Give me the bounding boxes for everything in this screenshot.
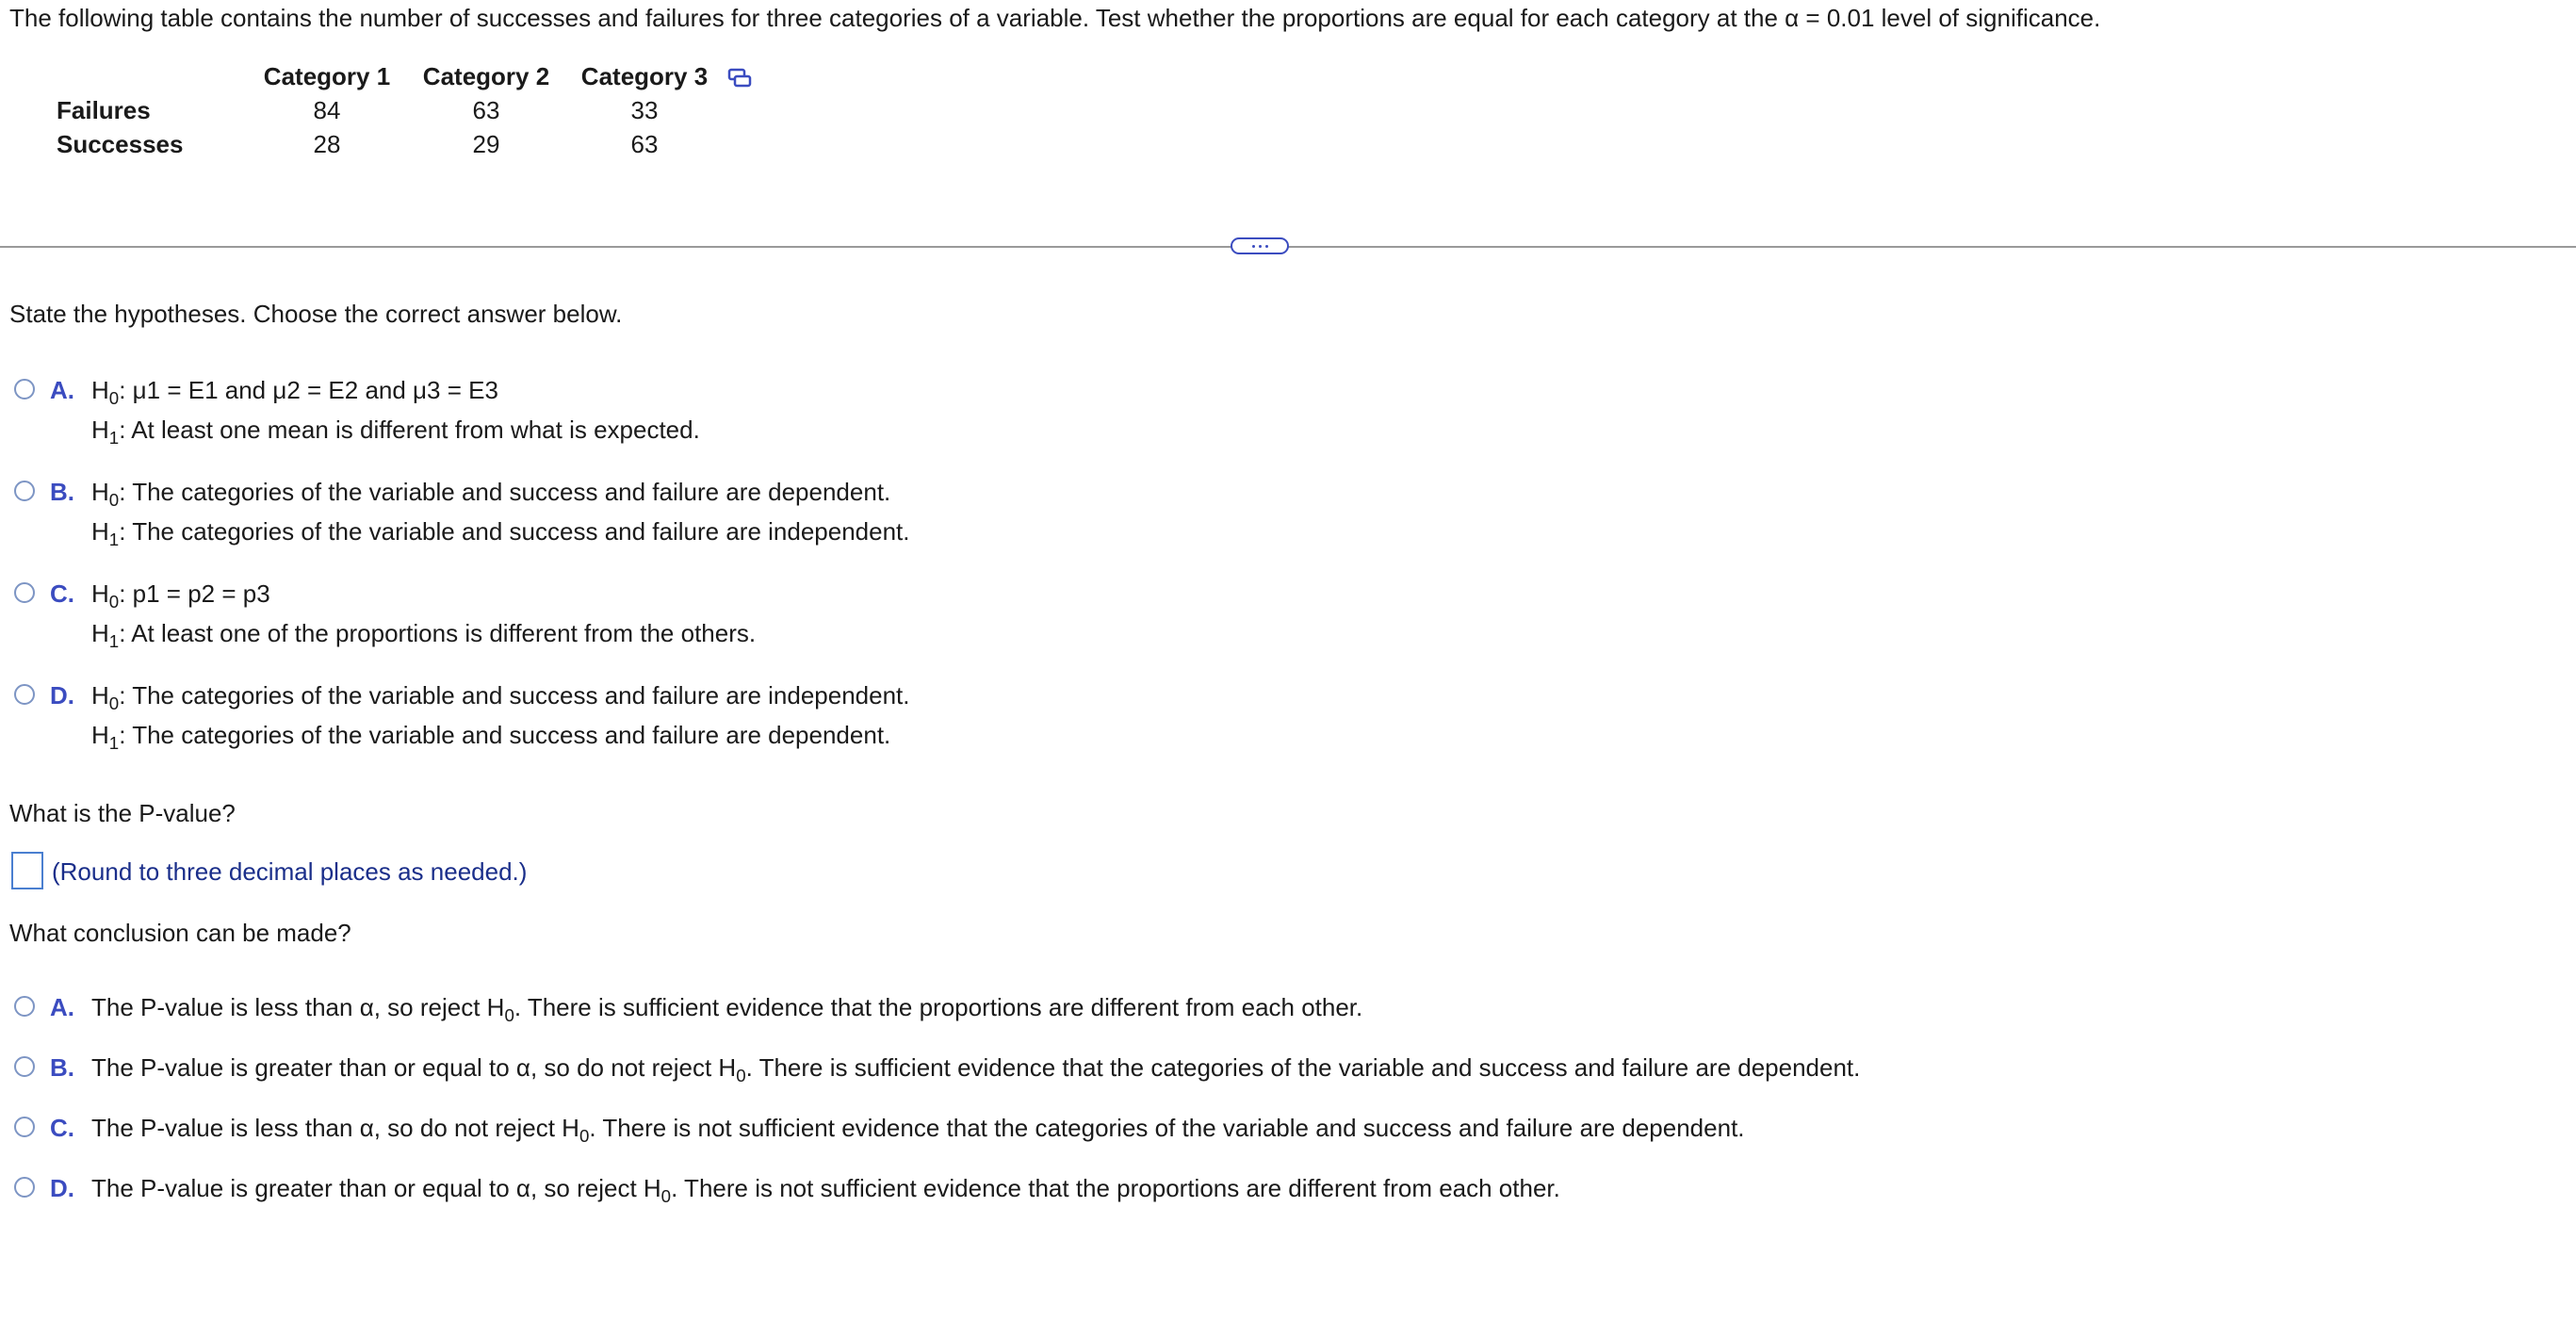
hypothesis-c-h1: $H_1$: At least one of the proportions is different from the others. [91, 619, 757, 651]
hypotheses-prompt: State the hypotheses. Choose the correct answer below. [9, 300, 623, 328]
conclusion-option-b-radio[interactable] [14, 1056, 35, 1077]
conclusion-c-text: The P-value is less than α, so do not reject $H_0$. There is not sufficient evidence that the categories of the variable and success and failure are dependent. [91, 1114, 1745, 1146]
conclusion-option-c-radio[interactable] [14, 1117, 35, 1137]
rounding-hint: (Round to three decimal places as needed.) [52, 857, 528, 886]
p-value-input[interactable] [11, 852, 43, 889]
option-letter: B. [50, 1053, 74, 1082]
conclusion-a-text: The P-value is less than α, so reject $H_0$. There is sufficient evidence that the proportions are different from each other. [91, 993, 1363, 1025]
hypothesis-a-h1: $H_1$: At least one mean is different from what is expected. [91, 416, 700, 448]
column-header-category-1: Category 1 [263, 62, 391, 90]
conclusion-d-text: The P-value is greater than or equal to α, so reject $H_0$. There is not sufficient evidence that the proportions are different from each other. [91, 1174, 1560, 1206]
table-cell: 63 [472, 96, 500, 124]
p-value-prompt: What is the P-value? [9, 799, 236, 827]
table-cell: 29 [472, 130, 500, 158]
table-cell: 63 [630, 130, 659, 158]
question-intro: The following table contains the number of successes and failures for three categories of a variable. Test whether the proportions are equal for each category at the α = 0.01 level of significance. [9, 4, 2101, 32]
hypothesis-b-h1: $H_1$: The categories of the variable and success and failure are independent. [91, 517, 910, 549]
table-cell: 33 [630, 96, 659, 124]
hypothesis-c-h0: $H_0$: p1 = p2 = p3 [91, 579, 270, 612]
option-letter: D. [50, 1174, 74, 1202]
copy-table-icon[interactable] [727, 66, 752, 87]
option-letter: B. [50, 478, 74, 506]
row-label-successes: Successes [57, 130, 184, 158]
option-letter: A. [50, 376, 74, 404]
table-cell: 84 [313, 96, 341, 124]
hypothesis-option-b-radio[interactable] [14, 481, 35, 501]
table-cell: 28 [313, 130, 341, 158]
hypothesis-b-h0: $H_0$: The categories of the variable and success and failure are dependent. [91, 478, 891, 510]
conclusion-prompt: What conclusion can be made? [9, 919, 351, 947]
option-letter: A. [50, 993, 74, 1021]
conclusion-option-d-radio[interactable] [14, 1177, 35, 1198]
column-header-category-2: Category 2 [422, 62, 550, 90]
hypothesis-option-a-radio[interactable] [14, 379, 35, 400]
hypothesis-a-h0: $H_0$: μ1 = E1 and μ2 = E2 and μ3 = E3 [91, 376, 498, 408]
hypothesis-option-c-radio[interactable] [14, 582, 35, 603]
hypothesis-d-h0: $H_0$: The categories of the variable and success and failure are independent. [91, 681, 910, 713]
option-letter: C. [50, 1114, 74, 1142]
row-label-failures: Failures [57, 96, 151, 124]
hypothesis-option-d-radio[interactable] [14, 684, 35, 705]
hypothesis-d-h1: $H_1$: The categories of the variable and success and failure are dependent. [91, 721, 891, 753]
more-options-button[interactable] [1231, 237, 1289, 254]
conclusion-b-text: The P-value is greater than or equal to α, so do not reject $H_0$. There is sufficient evidence that the categories of the variable and success and failure are dependent. [91, 1053, 1861, 1085]
option-letter: C. [50, 579, 74, 608]
option-letter: D. [50, 681, 74, 709]
conclusion-option-a-radio[interactable] [14, 996, 35, 1017]
column-header-category-3: Category 3 [580, 62, 709, 90]
